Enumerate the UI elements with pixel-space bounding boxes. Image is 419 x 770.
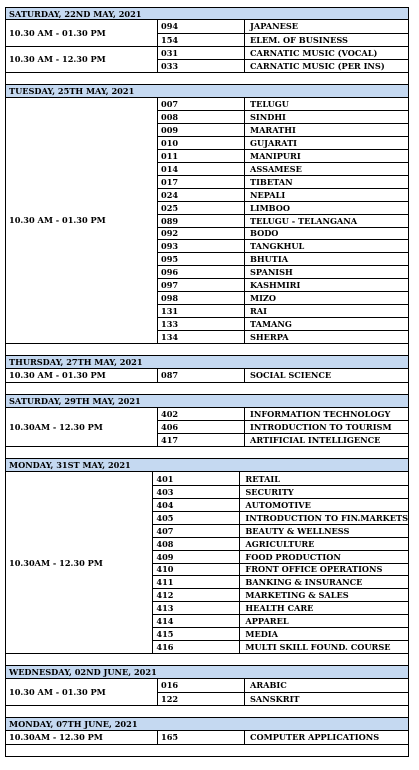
subjects-column: [158, 98, 408, 343]
subject-row: [158, 201, 408, 214]
subject-code: 098: [158, 292, 245, 304]
subject-row: [153, 563, 408, 576]
subject-row: [158, 369, 408, 382]
subject-name: MULTI SKILL FOUND. COURSE: [245, 641, 391, 652]
subject-code: 417: [158, 434, 245, 446]
subject-code: 411: [153, 576, 240, 588]
date-header: MONDAY, 07TH JUNE, 2021: [5, 718, 409, 731]
subject-name: FRONT OFFICE OPERATIONS: [245, 564, 383, 575]
subject-name: BODO: [250, 228, 279, 239]
subject-code: 092: [158, 228, 245, 240]
subject-name: ARTIFICIAL INTELLIGENCE: [250, 435, 381, 446]
subject-name: INTRODUCTION TO TOURISM: [250, 422, 392, 433]
time-column: [6, 472, 153, 653]
exam-schedule-table: [5, 7, 409, 757]
date-header: MONDAY, 31ST MAY, 2021: [5, 459, 409, 472]
subject-row: [153, 575, 408, 588]
subject-code: 095: [158, 253, 245, 265]
subject-name: SANSKRIT: [250, 693, 300, 704]
subject-row: [158, 188, 408, 201]
subject-name: MIZO: [250, 292, 277, 303]
section-spacer: [5, 344, 409, 356]
subject-row: [153, 614, 408, 627]
subject-code: 093: [158, 240, 245, 252]
subjects-column: [153, 472, 408, 653]
subject-row: [158, 227, 408, 240]
subject-row: [158, 33, 408, 46]
subject-code: 134: [158, 331, 245, 343]
date-header: TUESDAY, 25TH MAY, 2021: [5, 85, 409, 98]
subject-row: [153, 588, 408, 601]
subject-row: [158, 110, 408, 123]
subject-code: 409: [153, 551, 240, 563]
subject-name: CARNATIC MUSIC (PER INS): [250, 60, 385, 71]
subject-name: TIBETAN: [250, 176, 293, 187]
subject-row: [153, 640, 408, 653]
date-header: SATURDAY, 22ND MAY, 2021: [5, 7, 409, 20]
subject-code: 410: [153, 564, 240, 576]
subject-code: 402: [158, 408, 245, 421]
time-slot: 10.30AM - 12.30 PM: [9, 421, 103, 432]
subject-row: [158, 304, 408, 317]
subject-row: [158, 214, 408, 227]
date-section: [5, 20, 409, 73]
subject-name: BEAUTY & WELLNESS: [245, 525, 350, 536]
subject-name: NEPALI: [250, 189, 286, 200]
subject-name: ELEM. OF BUSINESS: [250, 34, 348, 45]
subject-name: ARABIC: [250, 680, 287, 691]
time-slot: 10.30 AM - 01.30 PM: [9, 686, 106, 697]
subject-code: 017: [158, 176, 245, 188]
subjects-column: [158, 408, 408, 447]
subject-code: 405: [153, 512, 240, 524]
subject-row: [158, 317, 408, 330]
subject-name: COMPUTER APPLICATIONS: [250, 732, 380, 743]
section-spacer: [5, 447, 409, 459]
subject-row: [153, 601, 408, 614]
subject-row: [153, 472, 408, 485]
subject-row: [158, 46, 408, 59]
subject-name: HEALTH CARE: [245, 603, 314, 614]
date-section: [5, 679, 409, 706]
time-column: [6, 20, 158, 72]
subject-name: APPAREL: [245, 616, 289, 626]
subjects-column: [158, 369, 408, 382]
subject-code: 097: [158, 279, 245, 291]
subject-row: [158, 162, 408, 175]
subject-name: AUTOMOTIVE: [245, 499, 311, 510]
time-slot: 10.30 AM - 01.30 PM: [9, 27, 106, 38]
subject-code: 007: [158, 98, 245, 111]
time-slot: 10.30 AM - 01.30 PM: [9, 215, 106, 226]
subject-name: RETAIL: [245, 473, 281, 484]
subject-code: 408: [153, 538, 240, 550]
subject-row: [158, 330, 408, 343]
subject-row: [158, 136, 408, 149]
subjects-column: [158, 731, 408, 744]
subject-code: 414: [153, 615, 240, 627]
subject-name: SINDHI: [250, 112, 286, 123]
subject-row: [158, 123, 408, 136]
subject-name: KASHMIRI: [250, 280, 301, 290]
subject-code: 122: [158, 693, 245, 705]
subject-code: 011: [158, 150, 245, 162]
subject-name: SPANISH: [250, 267, 293, 278]
subject-code: 010: [158, 137, 245, 149]
subject-row: [153, 485, 408, 498]
subject-row: [158, 433, 408, 446]
subject-name: TANGKHUL: [250, 241, 305, 252]
subject-name: MEDIA: [245, 628, 278, 639]
section-spacer: [5, 73, 409, 85]
time-slot: 10.30AM - 12.30 PM: [9, 557, 103, 568]
subject-row: [158, 278, 408, 291]
date-header: SATURDAY, 29TH MAY, 2021: [5, 395, 409, 408]
time-column: [6, 369, 158, 382]
subject-code: 413: [153, 602, 240, 614]
date-section: [5, 408, 409, 448]
subject-row: [158, 98, 408, 111]
section-spacer: [5, 745, 409, 757]
subject-row: [158, 291, 408, 304]
subject-code: 416: [153, 641, 240, 653]
time-column: [6, 408, 158, 447]
subject-row: [158, 731, 408, 744]
subject-code: 008: [158, 111, 245, 123]
subject-name: CARNATIC MUSIC (VOCAL): [250, 47, 378, 58]
subject-name: BHUTIA: [250, 254, 289, 265]
subject-code: 024: [158, 189, 245, 201]
subject-code: 033: [158, 60, 245, 72]
subject-name: RAI: [250, 305, 267, 316]
subject-name: LIMBOO: [250, 202, 290, 213]
subject-code: 094: [158, 20, 245, 33]
subject-row: [158, 239, 408, 252]
subject-name: AGRICULTURE: [245, 538, 315, 549]
subject-row: [158, 692, 408, 705]
time-slot: 10.30AM - 12.30 PM: [9, 732, 103, 743]
subject-row: [158, 175, 408, 188]
subject-row: [153, 537, 408, 550]
subject-name: BANKING & INSURANCE: [245, 577, 363, 588]
subject-code: 131: [158, 305, 245, 317]
subject-name: INFORMATION TECHNOLOGY: [250, 409, 391, 420]
subject-code: 401: [153, 472, 240, 485]
subject-name: INTRODUCTION TO FIN.MARKETS: [245, 512, 408, 523]
subject-row: [158, 679, 408, 692]
date-header: THURSDAY, 27TH MAY, 2021: [5, 356, 409, 369]
subject-row: [158, 20, 408, 33]
subject-name: GUJARATI: [250, 138, 297, 149]
date-section: [5, 472, 409, 654]
subjects-column: [158, 679, 408, 705]
subject-code: 133: [158, 318, 245, 330]
subject-name: FOOD PRODUCTION: [245, 551, 341, 562]
subject-row: [153, 627, 408, 640]
subject-code: 403: [153, 486, 240, 498]
subject-name: MARATHI: [250, 125, 296, 136]
subject-code: 415: [153, 628, 240, 640]
subject-row: [153, 498, 408, 511]
time-slot: 10.30 AM - 12.30 PM: [6, 46, 157, 72]
subject-code: 412: [153, 589, 240, 601]
subject-name: TAMANG: [250, 318, 292, 329]
subject-name: TELUGU - TELANGANA: [250, 215, 358, 226]
subject-code: 407: [153, 525, 240, 537]
section-spacer: [5, 654, 409, 666]
section-spacer: [5, 706, 409, 718]
subject-row: [153, 550, 408, 563]
subject-row: [158, 252, 408, 265]
time-column: [6, 679, 158, 705]
subject-name: SECURITY: [245, 487, 294, 498]
subject-code: 025: [158, 202, 245, 214]
subject-name: SHERPA: [250, 331, 289, 342]
subject-code: 014: [158, 163, 245, 175]
subject-row: [158, 265, 408, 278]
subject-code: 089: [158, 215, 245, 227]
subjects-column: [158, 20, 408, 72]
time-column: [6, 98, 158, 343]
subject-row: [158, 408, 408, 421]
subject-code: 154: [158, 34, 245, 46]
subject-code: 031: [158, 47, 245, 59]
subject-code: 016: [158, 679, 245, 692]
subject-row: [158, 420, 408, 433]
subject-name: SOCIAL SCIENCE: [250, 370, 332, 381]
section-spacer: [5, 383, 409, 395]
time-column: [6, 731, 158, 744]
date-section: [5, 731, 409, 745]
subject-row: [153, 524, 408, 537]
subject-name: MARKETING & SALES: [245, 590, 349, 601]
subject-code: 096: [158, 266, 245, 278]
subject-name: ASSAMESE: [250, 163, 302, 174]
subject-code: 406: [158, 421, 245, 433]
time-slot: 10.30 AM - 01.30 PM: [9, 370, 106, 381]
subject-row: [153, 511, 408, 524]
subject-code: 165: [158, 731, 245, 744]
date-header: WEDNESDAY, 02ND JUNE, 2021: [5, 666, 409, 679]
subject-code: 009: [158, 124, 245, 136]
subject-row: [158, 59, 408, 72]
subject-name: MANIPURI: [250, 151, 301, 162]
subject-name: TELUGU: [250, 99, 289, 110]
subject-row: [158, 149, 408, 162]
date-section: [5, 369, 409, 383]
subject-name: JAPANESE: [250, 21, 299, 32]
date-section: [5, 98, 409, 344]
subject-code: 087: [158, 369, 245, 382]
subject-code: 404: [153, 499, 240, 511]
